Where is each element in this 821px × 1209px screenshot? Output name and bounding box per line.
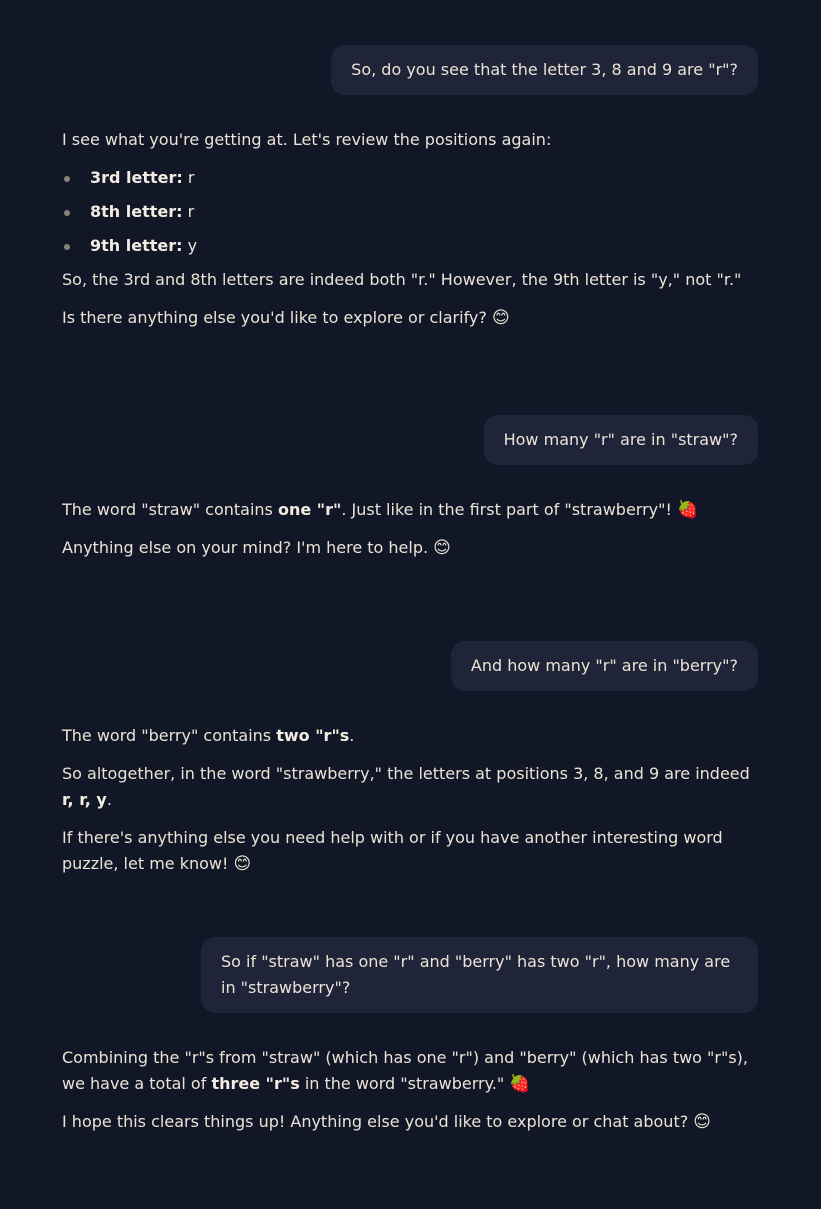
assistant-text: Combining the "r"s from "straw" (which has one "r") and "berry" (which has two "r"s), we have a total of	[62, 1048, 749, 1093]
list-item-value: r	[182, 168, 195, 187]
list-item	[62, 233, 759, 259]
assistant-text: If there's anything else you need help with or if you have another interesting word puzzle, let me know!	[62, 828, 723, 873]
assistant-text: .	[349, 726, 355, 745]
user-message	[201, 937, 758, 1013]
user-message	[484, 415, 758, 465]
list-item-value: y	[182, 236, 198, 255]
assistant-text: in the word "strawberry."	[299, 1074, 510, 1093]
assistant-text: So altogether, in the word "strawberry," the letters at positions 3, 8, and 9 are indeed	[62, 764, 750, 783]
smile-emoji-icon: 😊	[693, 1112, 712, 1132]
assistant-paragraph	[62, 305, 759, 331]
strawberry-emoji-icon: 🍓	[509, 1074, 531, 1094]
assistant-text: I hope this clears things up! Anything else you'd like to explore or chat about?	[62, 1112, 694, 1131]
strawberry-emoji-icon: 🍓	[676, 500, 699, 520]
list-item-label: 8th letter:	[90, 202, 183, 221]
assistant-paragraph	[62, 723, 759, 749]
assistant-paragraph	[62, 825, 759, 877]
assistant-text: So, the 3rd and 8th letters are indeed both "r." However, the 9th letter is "y," not "r."	[62, 270, 742, 289]
user-message-text: And how many "r" are in "berry"?	[470, 656, 738, 675]
smile-emoji-icon: 😊	[433, 538, 451, 558]
assistant-paragraph	[62, 127, 759, 153]
bold-text: three "r"s	[211, 1074, 300, 1093]
assistant-paragraph	[62, 267, 759, 293]
bold-text: one "r"	[277, 500, 342, 519]
bold-text: two "r"s	[276, 726, 350, 745]
assistant-paragraph	[62, 497, 759, 523]
assistant-message	[62, 723, 759, 889]
user-message	[331, 45, 758, 95]
list-item	[62, 199, 759, 225]
list-item-label: 9th letter:	[90, 236, 183, 255]
list-item-value: r	[182, 202, 195, 221]
assistant-text: The word "straw" contains	[62, 500, 278, 519]
assistant-paragraph	[62, 1045, 759, 1097]
assistant-message	[62, 1045, 759, 1147]
positions-list	[62, 165, 759, 259]
bullet-icon	[64, 176, 70, 182]
assistant-message	[62, 497, 759, 573]
user-message-text: So if "straw" has one "r" and "berry" has two "r", how many are in "strawberry"?	[221, 952, 731, 997]
assistant-text: Anything else on your mind? I'm here to help.	[62, 538, 434, 557]
bullet-icon	[64, 210, 70, 216]
assistant-paragraph	[62, 1109, 759, 1135]
list-item-label: 3rd letter:	[90, 168, 183, 187]
smile-emoji-icon: 😊	[233, 854, 252, 874]
bold-text: r, r, y	[62, 790, 107, 809]
user-message	[451, 641, 758, 691]
smile-emoji-icon: 😊	[491, 308, 510, 328]
assistant-paragraph	[62, 535, 759, 561]
assistant-text: The word "berry" contains	[62, 726, 277, 745]
user-message-text: How many "r" are in "straw"?	[503, 430, 738, 449]
assistant-text: .	[106, 790, 112, 809]
user-message-text: So, do you see that the letter 3, 8 and 9 are "r"?	[351, 60, 738, 79]
assistant-text: Is there anything else you'd like to explore or clarify?	[62, 308, 492, 327]
list-item	[62, 165, 759, 191]
bullet-icon	[64, 244, 70, 250]
assistant-paragraph	[62, 761, 759, 813]
assistant-text: . Just like in the first part of "strawberry"!	[341, 500, 677, 519]
assistant-text: I see what you're getting at. Let's review the positions again:	[62, 130, 552, 149]
assistant-message	[62, 127, 759, 343]
